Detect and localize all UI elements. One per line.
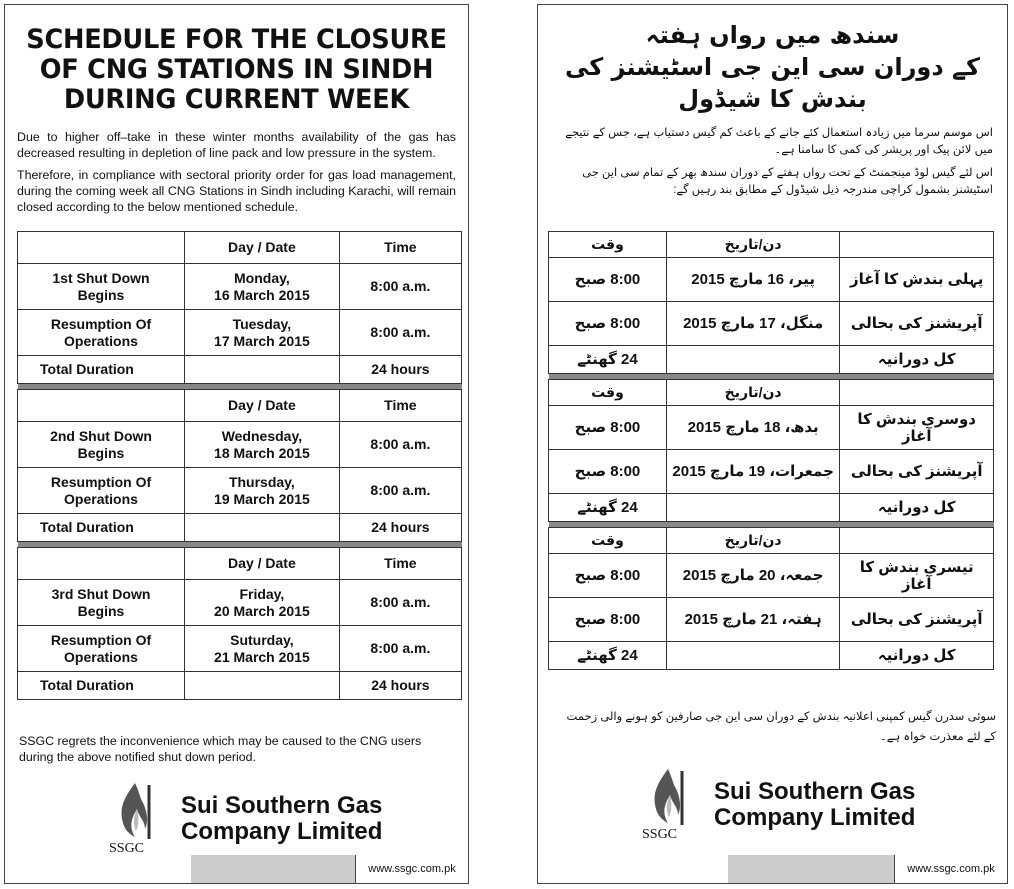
event-label: 3rd Shut Down Begins [18,580,185,626]
event-label: آپریشنز کی بحالی [840,450,994,494]
footer-bar [728,855,1007,883]
table-row [549,258,994,302]
english-regret-note: SSGC regrets the inconvenience which may be caused to the CNG users during the above notified shut down period. [19,734,422,764]
header-blank [840,380,994,406]
table-row [549,302,994,346]
header-day-date: دن/تاریخ [666,232,839,258]
table-row [18,468,462,514]
event-time: 8:00 صبح [549,302,667,346]
company-name-line: Company Limited [714,804,916,831]
event-time: 8:00 صبح [549,258,667,302]
table-row [549,406,994,450]
english-title [17,25,457,115]
event-date: جمعہ، 20 مارچ 2015 [666,554,839,598]
event-label: Resumption Of Operations [18,626,185,672]
company-name-line: Sui Southern Gas [714,778,916,805]
table-header-row [18,390,462,422]
english-paragraph-2: Therefore, in compliance with sectoral priority order for gas load management, during the coming week all CNG Stations in Sindh including Karachi, will remain closed according to the below mentioned schedule. [17,168,456,214]
event-date: Thursday, 19 March 2015 [185,468,340,514]
event-date: Monday, 16 March 2015 [185,264,340,310]
total-value: 24 hours [339,356,461,384]
table-row [549,346,994,374]
header-time: وقت [549,380,667,406]
total-blank [185,672,340,700]
event-label: تیسری بندش کا آغاز [840,554,994,598]
english-title-line: OF CNG STATIONS IN SINDH [39,54,434,85]
event-time: 8:00 صبح [549,598,667,642]
table-row [18,580,462,626]
event-time: 8:00 صبح [549,406,667,450]
table-header-row [549,380,994,406]
event-date: بدھ، 18 مارچ 2015 [666,406,839,450]
event-label: پہلی بندش کا آغاز [840,258,994,302]
table-header-row [549,232,994,258]
total-value: 24 hours [339,672,461,700]
event-time: 8:00 a.m. [339,580,461,626]
ssgc-logo-text: SSGC [109,841,145,856]
table-row [18,626,462,672]
total-value: 24 hours [339,514,461,542]
urdu-title-line: سندھ میں رواں ہفتہ [645,21,900,49]
website-link[interactable]: www.ssgc.com.pk [894,855,1007,883]
event-time: 8:00 صبح [549,450,667,494]
urdu-notice [537,4,1008,884]
english-schedule-table [17,231,462,700]
total-label: Total Duration [18,672,185,700]
header-blank [840,528,994,554]
table-header-row [18,548,462,580]
table-row [549,450,994,494]
total-blank [666,642,839,670]
event-time: 8:00 a.m. [339,468,461,514]
total-blank [185,514,340,542]
header-blank [18,232,185,264]
urdu-paragraph-2: اس لئے گیس لوڈ مینجمنٹ کے تحت رواں ہفتے کے دوران سندھ بھر کے تمام سی این جی اسٹیشنز بشمول کراچی مندرجہ ذیل شیڈول کے مطابق بند رہیں گے: [582,167,993,196]
website-link[interactable]: www.ssgc.com.pk [355,855,468,883]
total-label: کل دورانیہ [840,494,994,522]
company-name [181,793,382,845]
urdu-schedule-table [548,231,994,670]
event-date: Tuesday, 17 March 2015 [185,310,340,356]
event-time: 8:00 a.m. [339,264,461,310]
event-date: منگل، 17 مارچ 2015 [666,302,839,346]
company-name-line: Company Limited [181,818,383,845]
urdu-title-line: بندش کا شیڈول [678,85,867,113]
english-title-line: SCHEDULE FOR THE CLOSURE [26,24,447,55]
urdu-paragraph-1: اس موسم سرما میں زیادہ استعمال کئے جانے کے باعث کم گیس دستیاب ہے، جس کے نتیجے میں لائن پیک اور پریشر کی کمی کا سامنا ہے۔ [565,127,993,156]
total-blank [666,346,839,374]
total-label: کل دورانیہ [840,642,994,670]
total-value: 24 گھنٹے [549,346,667,374]
table-row [18,264,462,310]
table-row [549,642,994,670]
event-date: Friday, 20 March 2015 [185,580,340,626]
event-date: ہفتہ، 21 مارچ 2015 [666,598,839,642]
total-value: 24 گھنٹے [549,642,667,670]
header-day-date: Day / Date [185,390,340,422]
company-logo-block [638,765,915,845]
event-time: 8:00 a.m. [339,626,461,672]
event-label: 2nd Shut Down Begins [18,422,185,468]
ssgc-flame-logo [638,765,708,845]
english-paragraph-1: Due to higher off–take in these winter months availability of the gas has decreased resulting in depletion of line pack and low pressure in the system. [17,130,456,160]
table-row [549,598,994,642]
english-title-line: DURING CURRENT WEEK [63,84,410,115]
header-time: وقت [549,232,667,258]
ssgc-flame-logo [105,779,175,859]
total-label: کل دورانیہ [840,346,994,374]
table-row [549,554,994,598]
total-label: Total Duration [18,356,185,384]
table-row [549,494,994,522]
event-label: آپریشنز کی بحالی [840,302,994,346]
header-day-date: Day / Date [185,548,340,580]
ssgc-logo-text: SSGC [642,827,678,842]
header-day-date: دن/تاریخ [666,528,839,554]
header-time: Time [339,390,461,422]
urdu-title-line: کے دوران سی این جی اسٹیشنز کی [564,53,981,81]
event-label: دوسری بندش کا آغاز [840,406,994,450]
header-day-date: Day / Date [185,232,340,264]
event-date: Suturday, 21 March 2015 [185,626,340,672]
event-label: Resumption Of Operations [18,468,185,514]
event-date: جمعرات، 19 مارچ 2015 [666,450,839,494]
event-time: 8:00 a.m. [339,422,461,468]
event-date: Wednesday, 18 March 2015 [185,422,340,468]
event-date: پیر، 16 مارچ 2015 [666,258,839,302]
header-blank [840,232,994,258]
table-row [18,672,462,700]
company-logo-block [105,779,382,859]
header-time: وقت [549,528,667,554]
company-name-line: Sui Southern Gas [181,792,383,819]
header-blank [18,548,185,580]
table-row [18,422,462,468]
urdu-title [538,19,1007,115]
footer-bar [191,855,468,883]
total-blank [185,356,340,384]
urdu-regret-note: سوئی سدرن گیس کمپنی اعلانیہ بندش کے دوران سی این جی صارفین کو ہونے والی زحمت کے لئے معذرت خواہ ہے۔ [566,711,996,743]
event-label: 1st Shut Down Begins [18,264,185,310]
event-label: Resumption Of Operations [18,310,185,356]
table-header-row [549,528,994,554]
english-notice [4,4,469,884]
table-row [18,356,462,384]
header-time: Time [339,232,461,264]
event-label: آپریشنز کی بحالی [840,598,994,642]
company-name [714,779,915,831]
table-row [18,310,462,356]
total-value: 24 گھنٹے [549,494,667,522]
event-time: 8:00 a.m. [339,310,461,356]
header-time: Time [339,548,461,580]
table-header-row [18,232,462,264]
header-blank [18,390,185,422]
event-time: 8:00 صبح [549,554,667,598]
total-label: Total Duration [18,514,185,542]
header-day-date: دن/تاریخ [666,380,839,406]
table-row [18,514,462,542]
total-blank [666,494,839,522]
